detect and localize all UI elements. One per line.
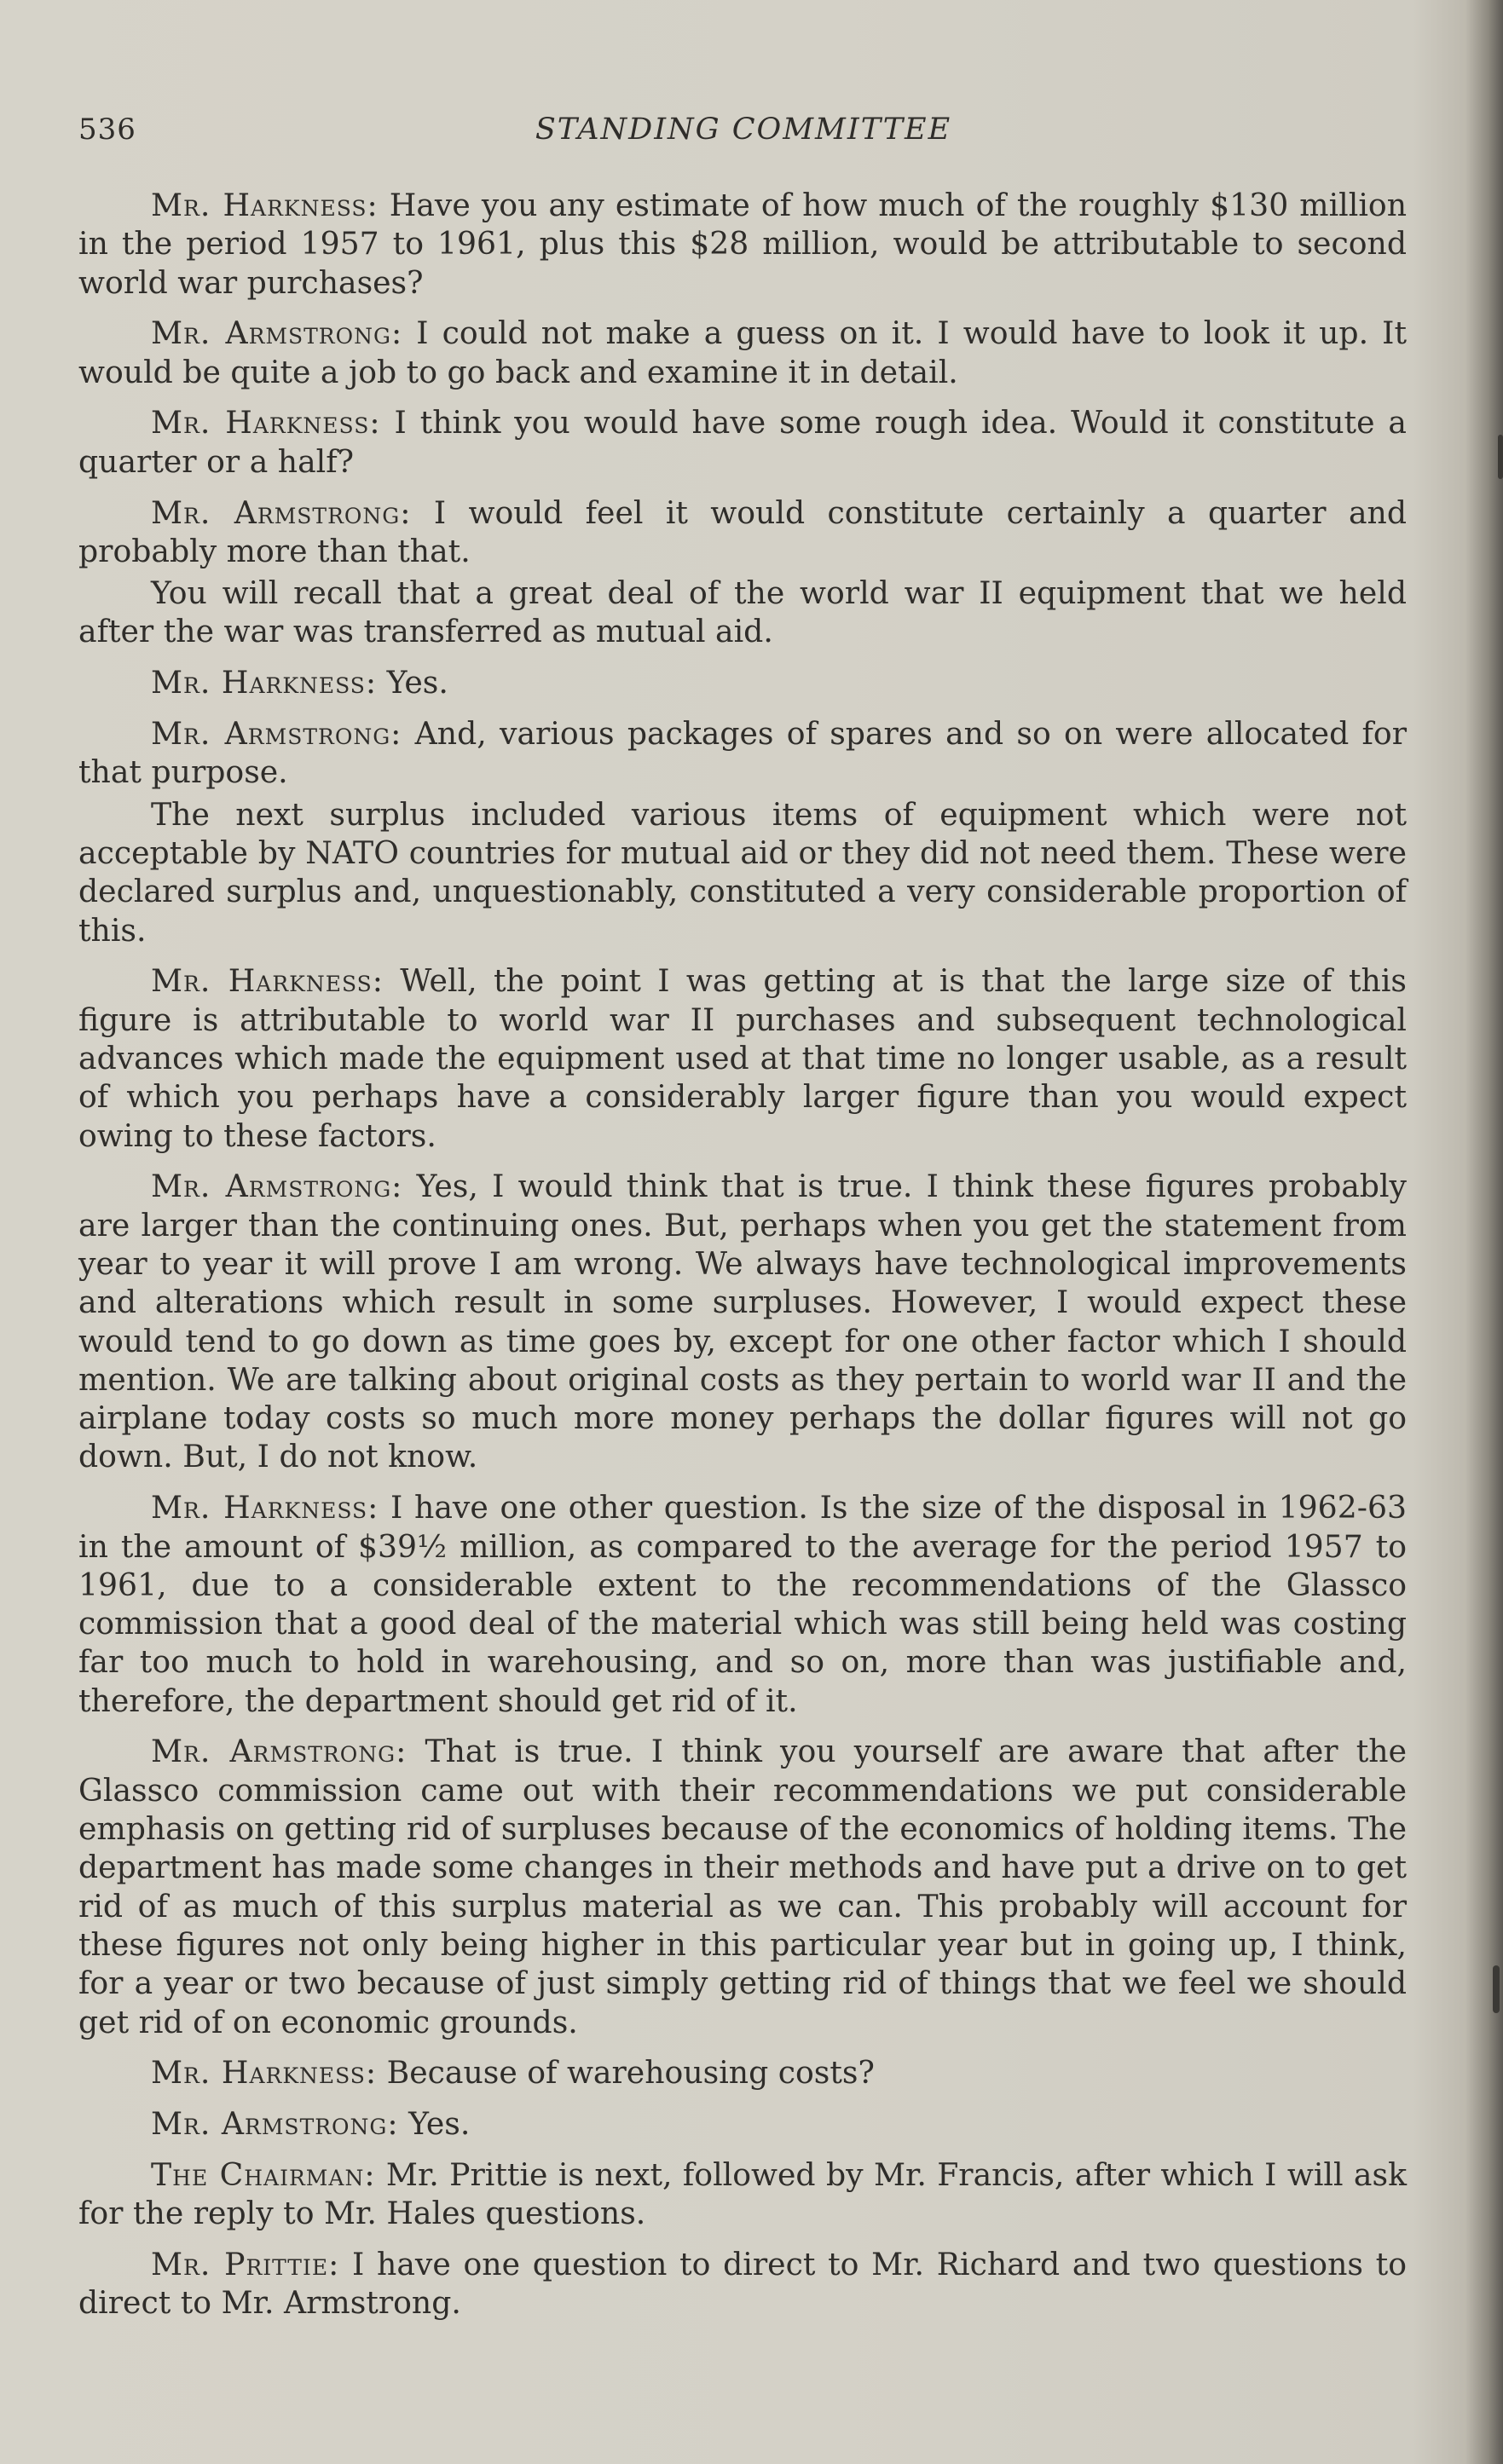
speaker-name: Mr. Armstrong:	[151, 715, 402, 753]
paragraph-8	[78, 795, 1407, 949]
speech-text: Yes.	[398, 2105, 471, 2143]
speech-text: Well, the point I was getting at is that the large size of this figure is attributable to world war II purchases and subsequent technological advances which made the equipment used at that time no longer usable, as a result of which you perhaps have a considerably larger figure than you would expect owing to these factors.	[78, 962, 1408, 1154]
speech-text: I have one question to direct to Mr. Richard and two questions to direct to Mr. Armstrong.	[78, 2246, 1407, 2322]
speech-text: I could not make a guess on it. I would have to look it up. It would be quite a job to go back and examine it in detail.	[78, 314, 1407, 390]
speaker-name: Mr. Harkness:	[151, 1489, 379, 1526]
speaker-name: Mr. Harkness:	[151, 962, 384, 1000]
speech-text: I have one other question. Is the size of the disposal in 1962-63 in the amount of $39½ million, as compared to the average for the period 1957 to 1961, due to a considerable extent to the recommendations of the Glassco commission that a good deal of the material which was still being held was costing far too much to hold in warehousing, and so on, more than was justifiable and, therefore, the department should get rid of it.	[78, 1489, 1407, 1719]
paragraph-5	[78, 574, 1407, 651]
speech-text: Have you any estimate of how much of the roughly $130 million in the period 1957 to 1961, plus this $28 million, would be attributable to second world war purchases?	[78, 187, 1407, 301]
transcript-body	[78, 186, 1407, 2334]
paragraph-6	[78, 663, 1407, 701]
paragraph-2	[78, 314, 1407, 391]
paragraph-13	[78, 2053, 1407, 2092]
speech-text: I think you would have some rough idea. Would it constitute a quarter or a half?	[78, 404, 1408, 480]
page-header	[78, 113, 1408, 153]
paragraph-16	[78, 2245, 1407, 2323]
paragraph-10	[78, 1167, 1407, 1475]
speaker-name: Mr. Harkness:	[151, 2054, 378, 2092]
speaker-name: Mr. Armstrong:	[151, 493, 412, 531]
paragraph-3	[78, 403, 1407, 481]
speaker-name: The Chairman:	[151, 2155, 376, 2193]
paragraph-9	[78, 961, 1407, 1154]
paragraph-1	[78, 186, 1407, 302]
speech-text: You will recall that a great deal of the world war II equipment that we held after the war was transferred as mutual aid.	[78, 574, 1407, 650]
speech-text: That is true. I think you yourself are aware that after the Glassco commission came out with their recommendations we put considerable emphasis on getting rid of surpluses because of the economics of holding items. The department has made some changes in their methods and have put a drive on to get rid of as much of this surplus material as we can. This probably will account for these figures not only being higher in this particular year but in going up, I think, for a year or two because of just simply getting rid of things that we feel we should get rid of on economic grounds.	[78, 1733, 1407, 2040]
paragraph-12	[78, 1732, 1407, 2040]
speaker-name: Mr. Harkness:	[151, 404, 381, 441]
speaker-name: Mr. Armstrong:	[151, 314, 403, 352]
paragraph-4	[78, 493, 1407, 571]
speech-text: The next surplus included various items of equipment which were not acceptable by NATO countries for mutual aid or they did not need them. These were declared surplus and, unquestionably, constituted a very considerable proportion of this.	[78, 795, 1407, 949]
speaker-name: Mr. Harkness:	[151, 664, 378, 701]
page-edge-mark	[1493, 1965, 1500, 2013]
speech-text: I would feel it would constitute certainly a quarter and probably more than that.	[78, 493, 1407, 569]
paragraph-14	[78, 2104, 1407, 2143]
paragraph-15	[78, 2155, 1407, 2233]
page-number: 536	[78, 113, 136, 147]
speaker-name: Mr. Prittie:	[151, 2246, 340, 2283]
page-edge-mark	[1498, 435, 1503, 479]
speech-text: Yes, I would think that is true. I think these figures probably are larger than the continuing ones. But, perhaps when you get the statement from year to year it will prove I am wrong. We always have technological improvements and alterations which result in some surpluses. However, I would expect these would tend to go down as time goes by, except for one other factor which I should mention. We are talking about original costs as they pertain to world war II and the airplane today costs so much more money perhaps the dollar figures will not go down. But, I do not know.	[78, 1168, 1407, 1475]
speech-text: Yes.	[377, 664, 448, 701]
speech-text: Mr. Prittie is next, followed by Mr. Francis, after which I will ask for the reply to Mr. Hales questions.	[78, 2155, 1407, 2232]
paragraph-7	[78, 714, 1407, 792]
paragraph-11	[78, 1488, 1407, 1720]
speech-text: Because of warehousing costs?	[377, 2054, 875, 2092]
speaker-name: Mr. Armstrong:	[151, 1168, 403, 1205]
speaker-name: Mr. Armstrong:	[151, 1733, 408, 1770]
running-title: STANDING COMMITTEE	[535, 113, 952, 147]
speech-text: And, various packages of spares and so on were allocated for that purpose.	[78, 715, 1407, 791]
speaker-name: Mr. Armstrong:	[151, 2105, 399, 2143]
speaker-name: Mr. Harkness:	[151, 187, 379, 223]
